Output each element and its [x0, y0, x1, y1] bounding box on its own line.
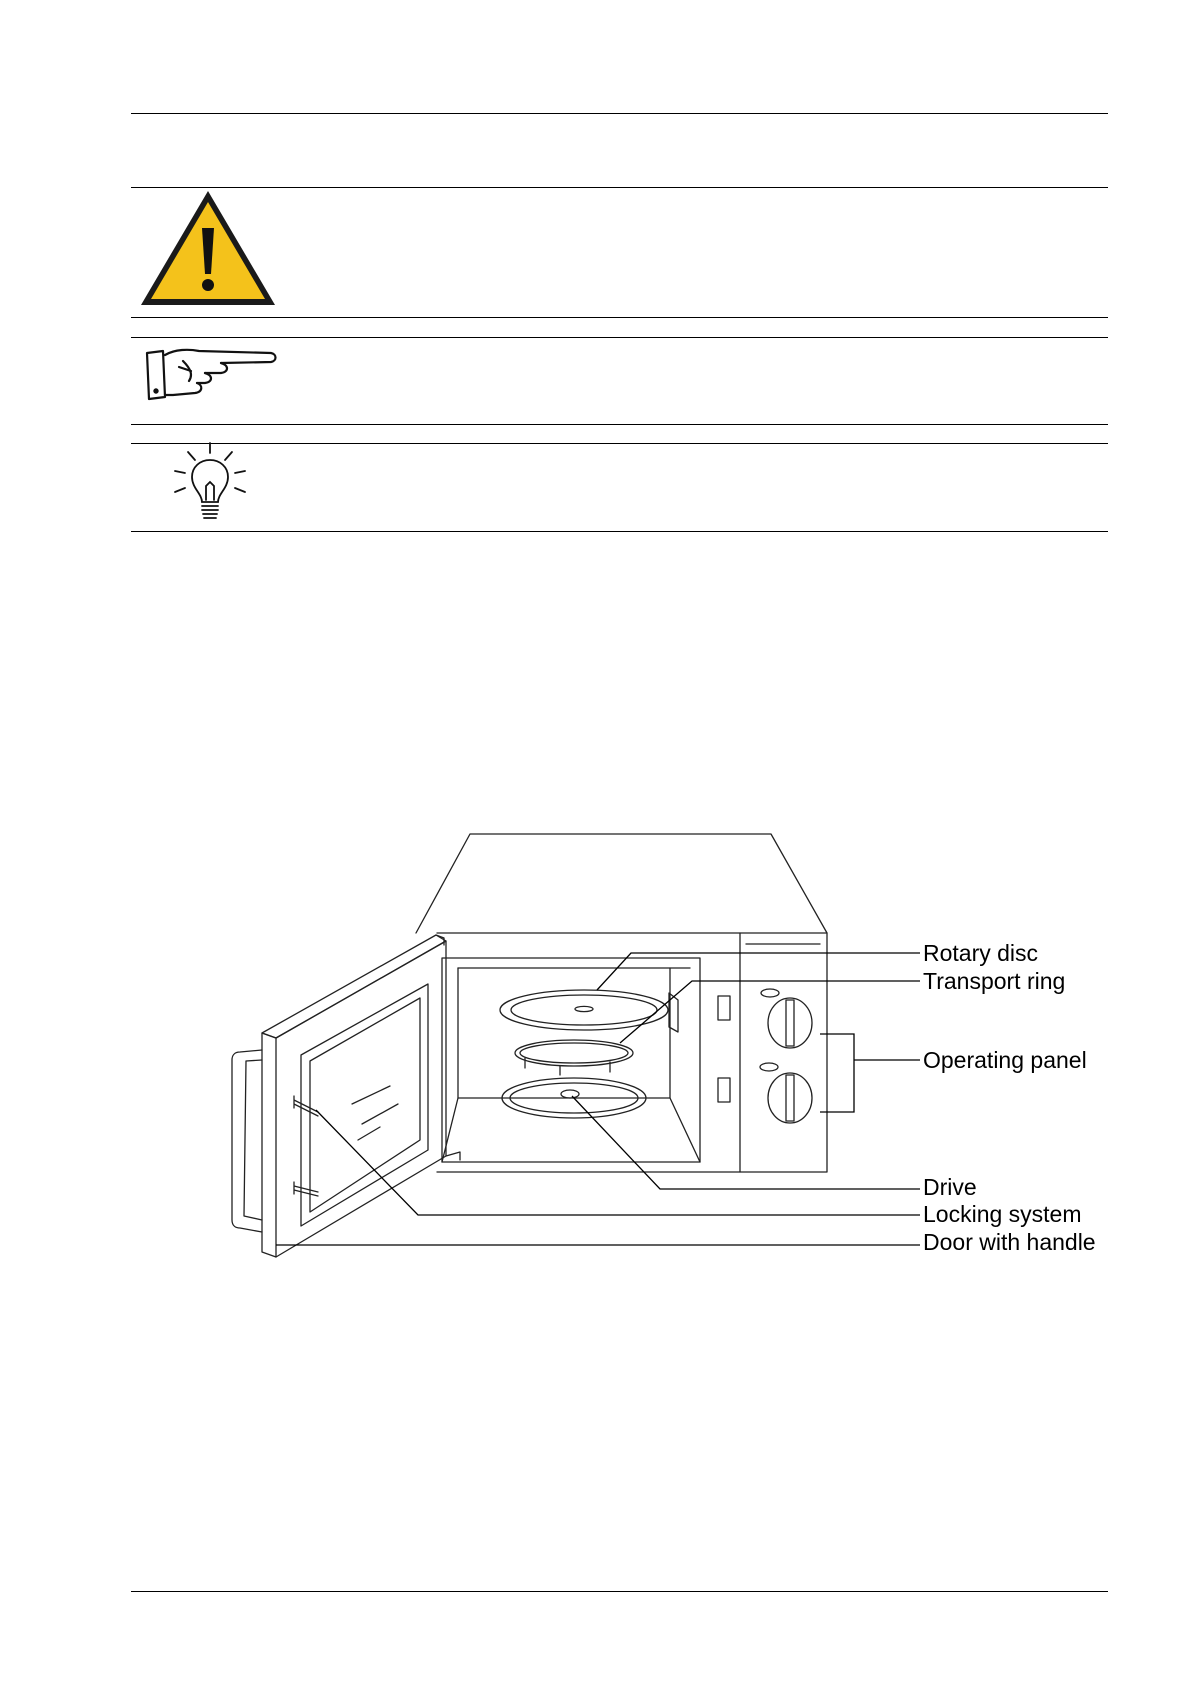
label-door-with-handle: Door with handle — [923, 1229, 1096, 1255]
label-locking-system: Locking system — [923, 1201, 1082, 1227]
leader-operating-panel — [820, 1034, 854, 1112]
label-rotary-disc: Rotary disc — [923, 940, 1039, 966]
label-drive: Drive — [923, 1174, 977, 1200]
leader-drive — [572, 1096, 920, 1189]
label-transport-ring: Transport ring — [923, 968, 1066, 994]
label-operating-panel: Operating panel — [923, 1047, 1087, 1073]
